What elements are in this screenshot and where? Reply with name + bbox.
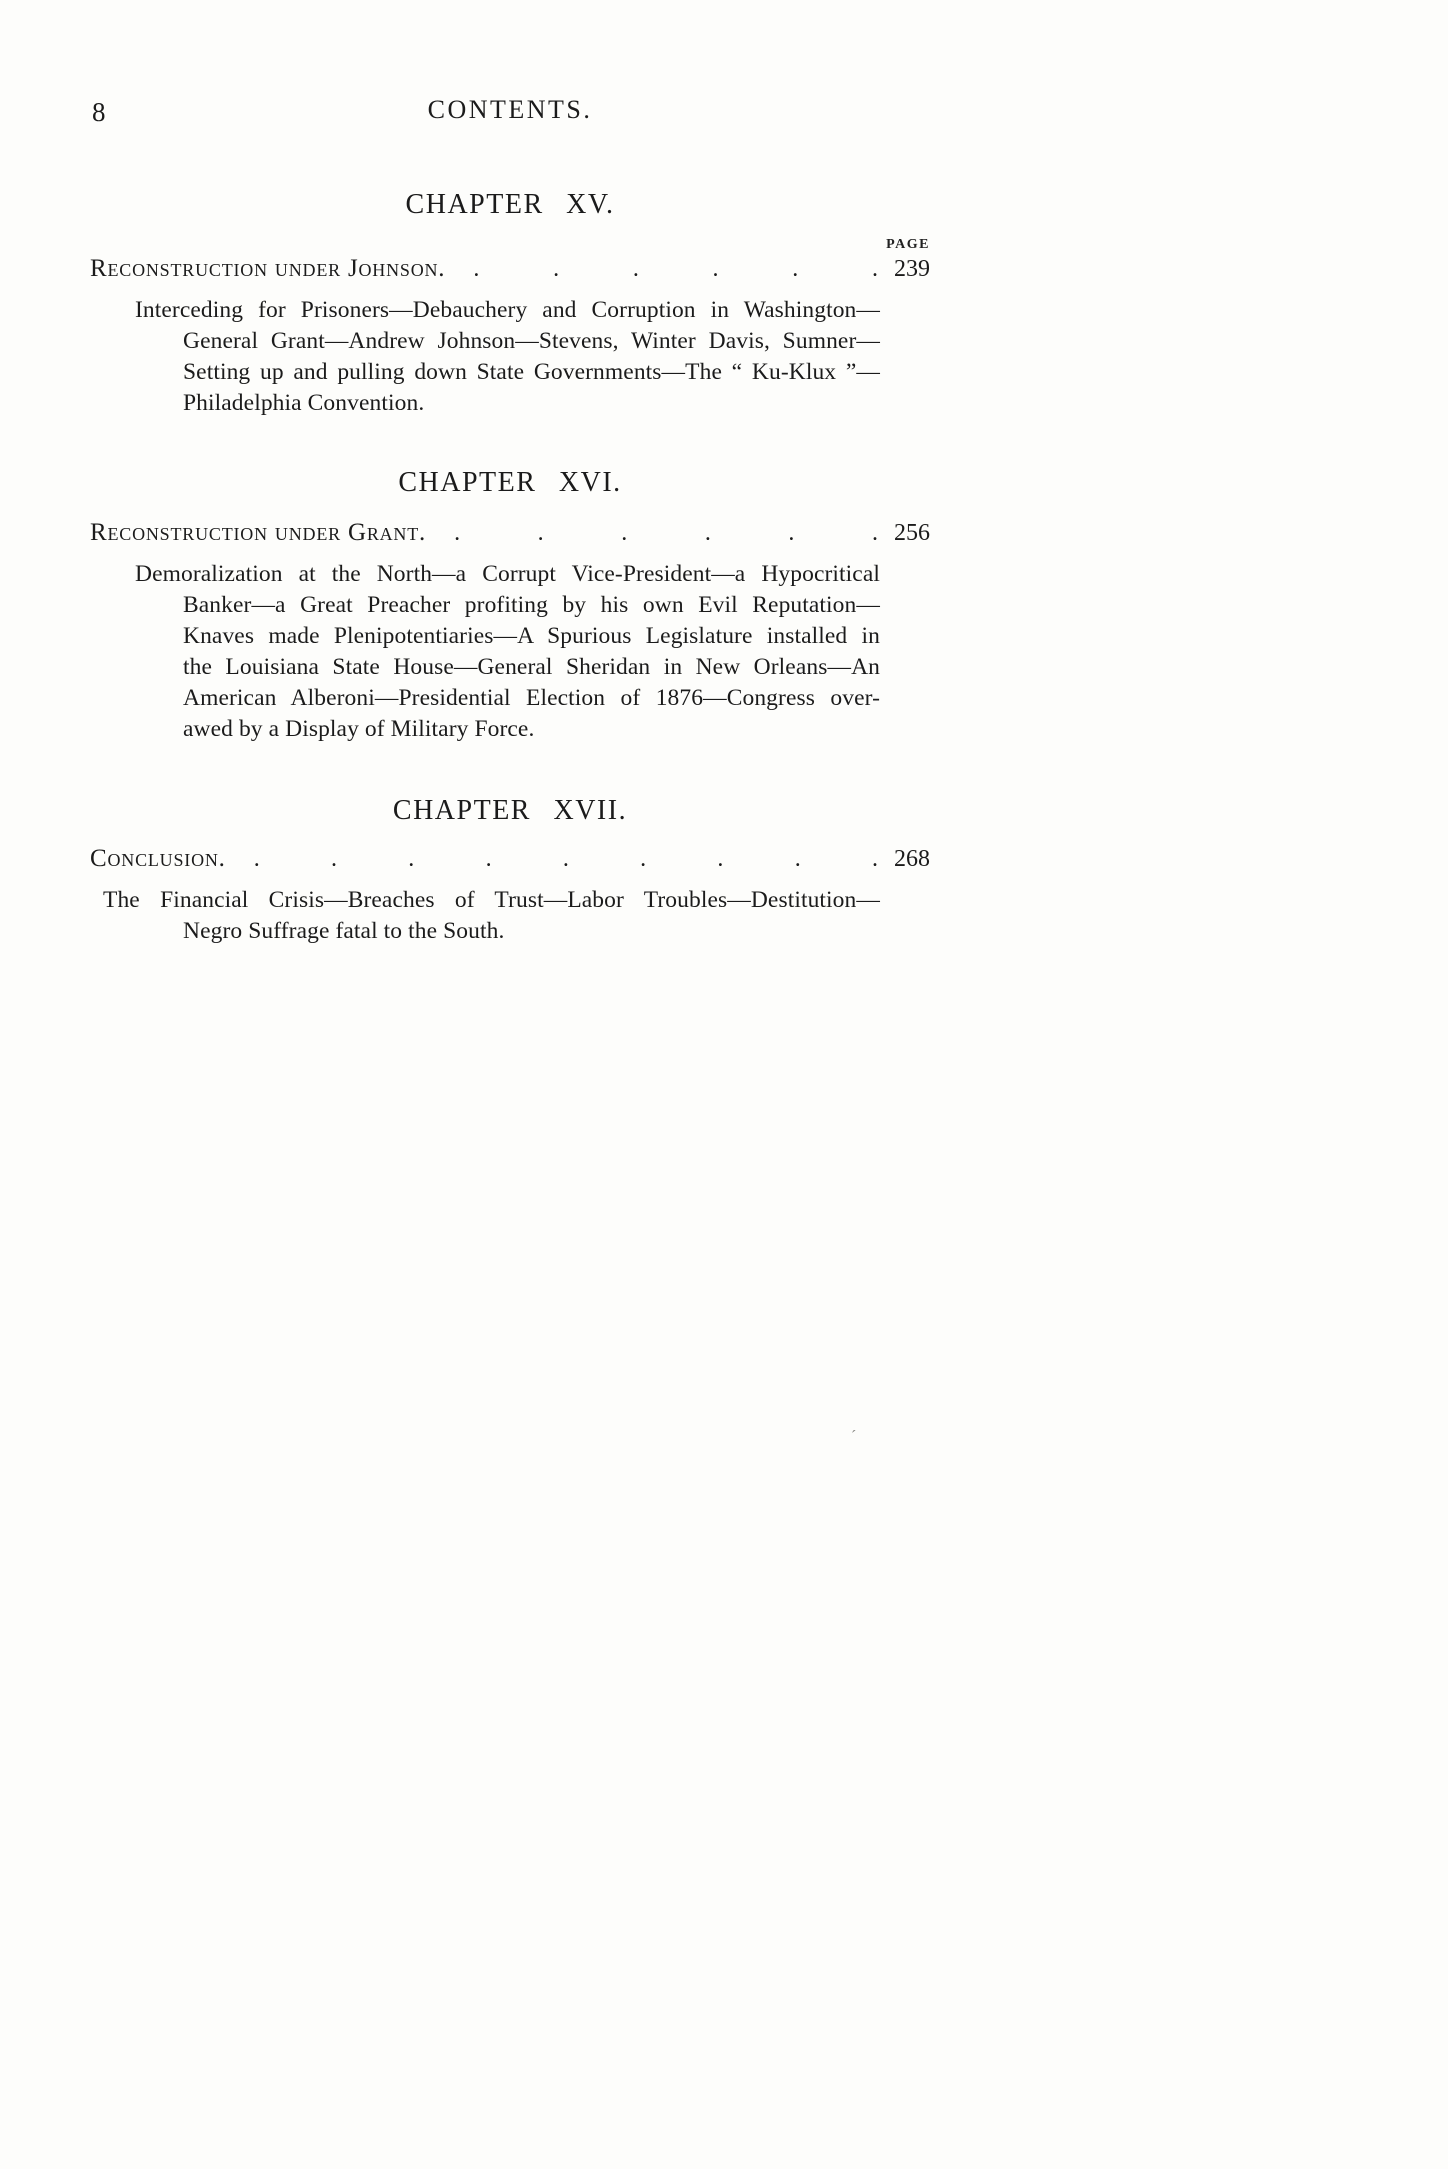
chapter-17-title: CHAPTER XVII. bbox=[392, 795, 628, 826]
summary-line: Interceding for Prisoners—Debauchery and Corruption in Washington— bbox=[135, 297, 880, 323]
contents-heading: CONTENTS. bbox=[427, 95, 593, 124]
summary-line: General Grant—Andrew Johnson—Stevens, Winter Davis, Sumner— bbox=[183, 328, 880, 354]
running-header bbox=[90, 95, 930, 131]
chapter-17-page-number: 268 bbox=[894, 846, 930, 872]
chapter-17-summary bbox=[90, 885, 930, 947]
chapter-15-summary bbox=[90, 295, 930, 419]
chapter-15-title: CHAPTER XV. bbox=[405, 189, 615, 220]
chapter-16-title: CHAPTER XVI. bbox=[398, 467, 622, 498]
dot-leaders: . . . . . . bbox=[473, 256, 878, 282]
dot-leaders: . . . . . . bbox=[454, 520, 878, 546]
summary-line: Negro Suffrage fatal to the South. bbox=[183, 918, 505, 944]
summary-line: the Louisiana State House—General Sheridan in New Orleans—An bbox=[183, 654, 880, 680]
scan-artifact: ´ bbox=[851, 1428, 857, 1445]
summary-line: American Alberoni—Presidential Election of 1876—Congress over- bbox=[183, 685, 880, 711]
chapter-17-entry-title: Conclusion. bbox=[90, 845, 226, 872]
chapter-16-summary bbox=[90, 559, 930, 745]
summary-line: Demoralization at the North—a Corrupt Vice-President—a Hypocritical bbox=[135, 561, 880, 587]
summary-line: Setting up and pulling down State Governments—The “ Ku-Klux ”— bbox=[183, 359, 880, 385]
chapter-15-page-number: 239 bbox=[894, 256, 930, 282]
summary-line: Banker—a Great Preacher profiting by his own Evil Reputation— bbox=[183, 592, 880, 618]
chapter-17-entry-row bbox=[90, 845, 930, 873]
summary-line: awed by a Display of Military Force. bbox=[183, 716, 535, 742]
chapter-15-entry-row bbox=[90, 255, 930, 283]
page-number: 8 bbox=[92, 97, 106, 127]
summary-line: Knaves made Plenipotentiaries—A Spurious Legislature installed in bbox=[183, 623, 880, 649]
text-block bbox=[90, 95, 930, 947]
chapter-16-page-number: 256 bbox=[894, 520, 930, 546]
summary-line: The Financial Crisis—Breaches of Trust—Labor Troubles—Destitution— bbox=[103, 887, 880, 913]
dot-leaders: . . . . . . . . . bbox=[253, 846, 878, 872]
chapter-16-entry-row bbox=[90, 519, 930, 547]
summary-line: Philadelphia Convention. bbox=[183, 390, 425, 416]
page-column-label: PAGE bbox=[886, 237, 930, 252]
chapter-15-entry-title: Reconstruction under Johnson. bbox=[90, 255, 446, 282]
chapter-16-entry-title: Reconstruction under Grant. bbox=[90, 519, 427, 546]
